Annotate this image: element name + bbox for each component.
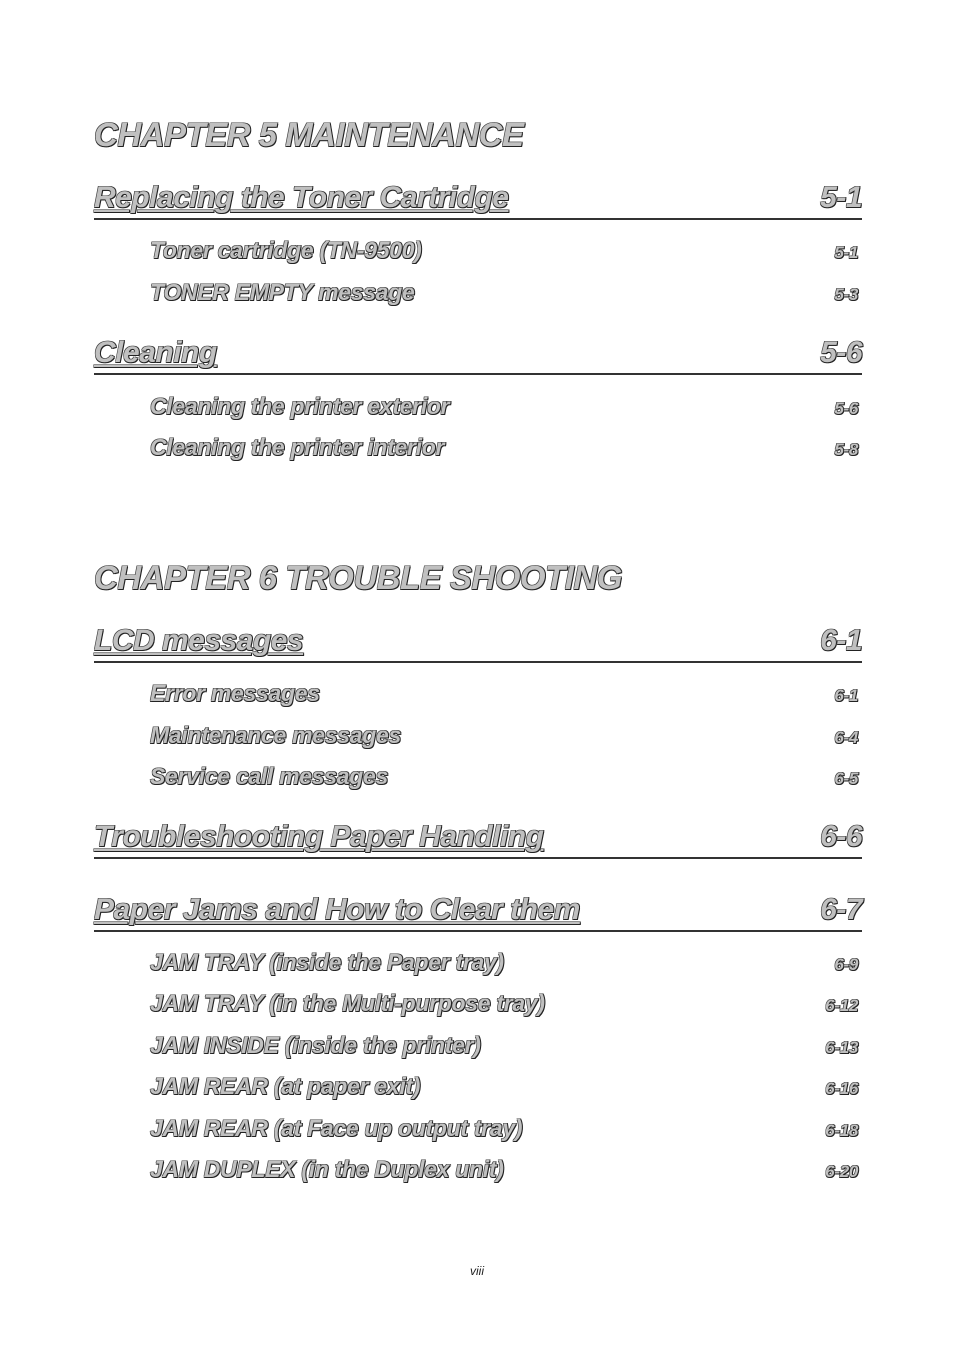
toc-section-label: LCD messages [94,624,304,657]
chapter-6-title: CHAPTER 6 TROUBLE SHOOTING [94,559,622,596]
toc-entry-label: JAM DUPLEX (in the Duplex unit) [150,1156,504,1182]
toc-entry-jam-rear-exit[interactable] [150,1071,860,1101]
toc-entry-page: 5-1 [834,243,858,262]
toc-entry-maintenance-messages[interactable] [150,720,860,750]
toc-entry-label: JAM TRAY (inside the Paper tray) [150,949,504,975]
toc-entry-jam-inside[interactable] [150,1030,860,1060]
toc-section-lcd-messages[interactable] [94,621,862,663]
toc-entry-page: 6-1 [834,686,858,705]
toc-entry-jam-tray-paper[interactable] [150,947,860,977]
toc-entry-toner-empty[interactable] [150,277,860,307]
toc-section-cleaning[interactable] [94,333,862,375]
toc-entry-page: 6-13 [825,1038,858,1057]
toc-entry-cleaning-interior[interactable] [150,432,860,462]
toc-entry-jam-duplex[interactable] [150,1154,860,1184]
toc-section-label: Troubleshooting Paper Handling [94,820,544,853]
toc-entry-label: Error messages [150,680,320,706]
toc-entry-label: Maintenance messages [150,722,401,748]
toc-entry-page: 6-18 [825,1121,858,1140]
toc-section-label: Replacing the Toner Cartridge [94,181,509,214]
toc-entry-label: JAM INSIDE (inside the printer) [150,1032,481,1058]
toc-section-label: Cleaning [94,336,217,369]
page-number: viii [470,1264,484,1278]
toc-section-troubleshooting-paper[interactable] [94,817,862,859]
toc-entry-page: 6-4 [834,728,858,747]
toc-entry-label: JAM REAR (at Face up output tray) [150,1115,523,1141]
toc-entry-label: Cleaning the printer interior [150,434,445,460]
toc-entry-jam-rear-faceup[interactable] [150,1113,860,1143]
toc-entry-label: Service call messages [150,763,388,789]
toc-entry-label: TONER EMPTY message [150,279,415,305]
toc-entry-page: 5-3 [834,285,858,304]
toc-entry-label: Cleaning the printer exterior [150,393,450,419]
toc-entry-jam-tray-mp[interactable] [150,988,860,1018]
toc-entry-page: 5-6 [834,399,858,418]
toc-entry-page: 6-12 [825,996,858,1015]
toc-section-label: Paper Jams and How to Clear them [94,893,580,926]
toc-entry-page: 6-5 [834,769,858,788]
toc-section-replacing-toner[interactable] [94,178,862,220]
toc-section-page: 6-6 [820,820,862,853]
chapter-5-title: CHAPTER 5 MAINTENANCE [94,116,524,153]
toc-entry-cleaning-exterior[interactable] [150,391,860,421]
toc-entry-error-messages[interactable] [150,678,860,708]
toc-entry-page: 5-8 [834,440,858,459]
toc-section-page: 6-7 [820,893,862,926]
toc-entry-label: JAM TRAY (in the Multi-purpose tray) [150,990,545,1016]
toc-entry-label: Toner cartridge (TN-9500) [150,237,422,263]
toc-section-page: 5-6 [820,336,862,369]
toc-section-page: 5-1 [820,181,862,214]
toc-entry-page: 6-20 [825,1162,858,1181]
toc-entry-page: 6-16 [825,1079,858,1098]
toc-entry-toner-cartridge[interactable] [150,235,860,265]
toc-entry-page: 6-9 [834,955,858,974]
toc-entry-service-call-messages[interactable] [150,761,860,791]
toc-section-paper-jams[interactable] [94,890,862,932]
toc-section-page: 6-1 [820,624,862,657]
toc-entry-label: JAM REAR (at paper exit) [150,1073,421,1099]
